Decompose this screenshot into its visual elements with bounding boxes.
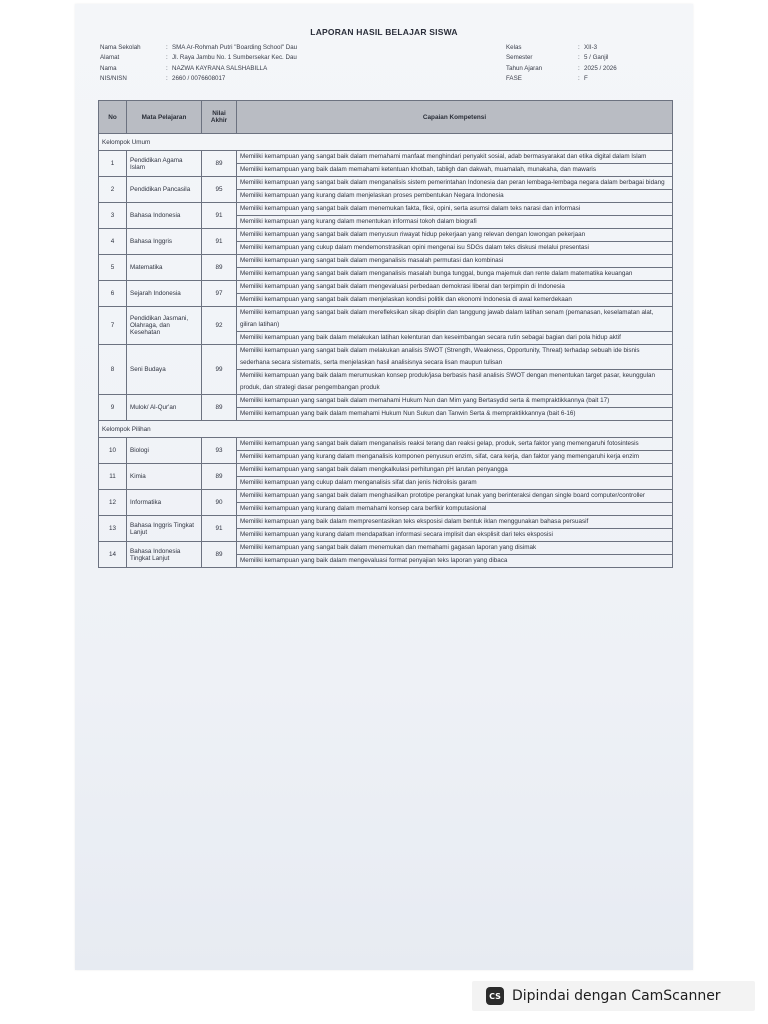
info-row [506, 74, 617, 84]
camscanner-text: Dipindai dengan CamScanner [512, 988, 721, 1004]
row-capaian: Memiliki kemampuan yang cukup dalam mendemonstrasikan opini mengenai isu SDGs dalam teks diskusi melalui presentasi [237, 242, 673, 255]
camscanner-badge [472, 981, 755, 1011]
info-row [506, 43, 617, 53]
info-colon: : [166, 44, 168, 51]
info-colon: : [578, 44, 580, 51]
info-label: Nama Sekolah [100, 44, 141, 51]
row-subject: Kimia [127, 464, 202, 490]
row-subject: Mulok/ Al-Qur'an [127, 395, 202, 421]
row-score: 92 [202, 307, 237, 345]
row-capaian: Memiliki kemampuan yang kurang dalam menentukan informasi tokoh dalam biografi [237, 216, 673, 229]
row-capaian: Memiliki kemampuan yang sangat baik dalam menyusun riwayat hidup pekerjaan yang relevan dengan lowongan pekerjaan [237, 229, 673, 242]
table-row [99, 229, 673, 242]
table-row [99, 395, 673, 408]
row-no: 13 [99, 516, 127, 542]
info-row [100, 64, 297, 74]
header-no: No [99, 101, 127, 134]
student-info-right [506, 43, 617, 85]
row-subject: Informatika [127, 490, 202, 516]
row-capaian: Memiliki kemampuan yang kurang dalam menjelaskan proses pembentukan Negara Indonesia [237, 190, 673, 203]
row-score: 97 [202, 281, 237, 307]
row-capaian: Memiliki kemampuan yang sangat baik dalam melakukan analisis SWOT (Strength, Weakness, Opportunity, Threat) terhadap sebuah ide bisnis sederhana secara sistematis, serta menjelaskan hasil analisisnya secara lisan maupun tulisan [237, 345, 673, 370]
row-no: 10 [99, 438, 127, 464]
row-subject: Pendidikan Jasmani, Olahraga, dan Kesehatan [127, 307, 202, 345]
header-mapel: Mata Pelajaran [127, 101, 202, 134]
info-value: Jl. Raya Jambu No. 1 Sumbersekar Kec. Dau [172, 54, 297, 62]
row-subject: Bahasa Indonesia [127, 203, 202, 229]
info-value: SMA Ar-Rohmah Putri "Boarding School" Dau [172, 44, 298, 51]
group-row [99, 134, 673, 151]
row-score: 90 [202, 490, 237, 516]
group-label: Kelompok Pilihan [99, 421, 673, 438]
info-colon: : [166, 54, 168, 62]
row-capaian: Memiliki kemampuan yang sangat baik dalam menganalisis masalah bunga tunggal, bunga majemuk dan rente dalam matematika keuangan [237, 268, 673, 281]
row-subject: Bahasa Indonesia Tingkat Lanjut [127, 542, 202, 568]
group-row [99, 421, 673, 438]
group-label: Kelompok Umum [99, 134, 673, 151]
row-capaian: Memiliki kemampuan yang sangat baik dalam menjelaskan kondisi politik dan ekonomi Indonesia di awal kemerdekaan [237, 294, 673, 307]
table-row [99, 490, 673, 503]
info-row [100, 53, 297, 63]
row-subject: Sejarah Indonesia [127, 281, 202, 307]
row-subject: Bahasa Inggris Tingkat Lanjut [127, 516, 202, 542]
table-row [99, 255, 673, 268]
row-no: 8 [99, 345, 127, 395]
info-row [506, 64, 617, 74]
info-colon: : [166, 75, 168, 83]
row-no: 9 [99, 395, 127, 421]
row-no: 6 [99, 281, 127, 307]
row-score: 91 [202, 229, 237, 255]
row-no: 7 [99, 307, 127, 345]
row-capaian: Memiliki kemampuan yang baik dalam melakukan latihan kelenturan dan keseimbangan secara rutin sebagai bagian dari pola hidup aktif [237, 332, 673, 345]
table-row [99, 151, 673, 164]
row-no: 3 [99, 203, 127, 229]
info-value: F [584, 75, 588, 83]
table-row [99, 516, 673, 529]
table-header-row [99, 101, 673, 134]
row-no: 14 [99, 542, 127, 568]
info-value: NAZWA KAYRANA SALSHABILLA [172, 64, 268, 72]
row-score: 91 [202, 203, 237, 229]
info-value: 5 / Ganjil [584, 54, 609, 62]
info-value: 2025 / 2026 [584, 64, 617, 72]
info-row [100, 43, 297, 53]
row-capaian: Memiliki kemampuan yang sangat baik dalam menganalisis sistem pemerintahan Indonesia dan peran lembaga-lembaga negara dalam berbagai bidang [237, 177, 673, 190]
info-value: XII-3 [584, 44, 598, 51]
student-info-left [100, 43, 297, 85]
info-colon: : [578, 54, 580, 62]
row-subject: Biologi [127, 438, 202, 464]
row-capaian: Memiliki kemampuan yang sangat baik dalam menghasilkan prototipe perangkat lunak yang berinteraksi dengan single board computer/controller [237, 490, 673, 503]
row-capaian: Memiliki kemampuan yang baik dalam memahami Hukum Nun Sukun dan Tanwin Serta & mempraktikkannya (bait 6-16) [237, 408, 673, 421]
info-label: Kelas [506, 44, 522, 51]
table-row [99, 177, 673, 190]
row-capaian: Memiliki kemampuan yang kurang dalam memahami konsep cara berfikir komputasional [237, 503, 673, 516]
row-no: 4 [99, 229, 127, 255]
row-score: 93 [202, 438, 237, 464]
row-capaian: Memiliki kemampuan yang baik dalam mengevaluasi format penyajian teks laporan yang dibaca [237, 555, 673, 568]
row-no: 11 [99, 464, 127, 490]
table-row [99, 203, 673, 216]
row-capaian: Memiliki kemampuan yang sangat baik dalam menganalisis reaksi terang dan reaksi gelap, produk, serta faktor yang memengaruhi fotosintesis [237, 438, 673, 451]
table-row [99, 438, 673, 451]
info-label: NIS/NISN [100, 75, 127, 83]
row-no: 5 [99, 255, 127, 281]
row-score: 89 [202, 255, 237, 281]
table-row [99, 345, 673, 370]
row-capaian: Memiliki kemampuan yang sangat baik dalam memahami manfaat menghindari penyakit sosial, adab bermasyarakat dan etika digital dalam Islam [237, 151, 673, 164]
row-capaian: Memiliki kemampuan yang baik dalam memahami ketentuan khotbah, tabligh dan dakwah, muamalah, munakaha, dan mawaris [237, 164, 673, 177]
row-score: 99 [202, 345, 237, 395]
report-table [98, 100, 673, 568]
row-capaian: Memiliki kemampuan yang kurang dalam menganalisis komponen penyusun enzim, sifat, cara kerja, dan faktor yang memengaruhi kerja enzim [237, 451, 673, 464]
row-capaian: Memiliki kemampuan yang sangat baik dalam mengevaluasi perbedaan demokrasi liberal dan terpimpin di Indonesia [237, 281, 673, 294]
table-row [99, 281, 673, 294]
table-row [99, 307, 673, 332]
info-colon: : [578, 64, 580, 72]
row-capaian: Memiliki kemampuan yang sangat baik dalam menganalisis masalah permutasi dan kombinasi [237, 255, 673, 268]
row-capaian: Memiliki kemampuan yang sangat baik dalam mengkalkulasi perhitungan pH larutan penyangga [237, 464, 673, 477]
info-label: Semester [506, 54, 533, 62]
row-capaian: Memiliki kemampuan yang sangat baik dalam menemukan fakta, fiksi, opini, serta asumsi dalam teks narasi dan informasi [237, 203, 673, 216]
camscanner-icon: CS [486, 987, 504, 1005]
row-no: 2 [99, 177, 127, 203]
row-capaian: Memiliki kemampuan yang baik dalam mempresentasikan teks eksposisi dalam bentuk iklan menggunakan bahasa persuasif [237, 516, 673, 529]
row-score: 89 [202, 151, 237, 177]
header-nilai: Nilai Akhir [202, 101, 237, 134]
row-capaian: Memiliki kemampuan yang baik dalam merumuskan konsep produk/jasa berbasis hasil analisis SWOT dengan menentukan target pasar, keunggulan produk, dan strategi dasar pengembangan produk [237, 370, 673, 395]
row-score: 95 [202, 177, 237, 203]
info-label: Nama [100, 64, 117, 72]
row-subject: Matematika [127, 255, 202, 281]
info-row [100, 74, 297, 84]
info-colon: : [578, 75, 580, 83]
row-capaian: Memiliki kemampuan yang cukup dalam menganalisis sifat dan jenis hidrolisis garam [237, 477, 673, 490]
info-row [506, 53, 617, 63]
report-title: LAPORAN HASIL BELAJAR SISWA [310, 27, 458, 37]
info-colon: : [166, 64, 168, 72]
row-no: 1 [99, 151, 127, 177]
row-score: 89 [202, 542, 237, 568]
info-label: Alamat [100, 54, 120, 62]
info-label: FASE [506, 75, 522, 83]
header-capaian: Capaian Kompetensi [237, 101, 673, 134]
row-subject: Pendidikan Pancasila [127, 177, 202, 203]
row-subject: Pendidikan Agama Islam [127, 151, 202, 177]
row-capaian: Memiliki kemampuan yang sangat baik dalam merefleksikan sikap disiplin dan tanggung jawab dalam latihan senam (pemanasan, keselamatan alat, giliran latihan) [237, 307, 673, 332]
row-capaian: Memiliki kemampuan yang kurang dalam mendapatkan informasi secara implisit dan eksplisit dari teks eksposisi [237, 529, 673, 542]
row-score: 91 [202, 516, 237, 542]
row-capaian: Memiliki kemampuan yang sangat baik dalam menemukan dan memahami gagasan laporan yang disimak [237, 542, 673, 555]
row-capaian: Memiliki kemampuan yang sangat baik dalam memahami Hukum Nun dan Mim yang Bertasydid serta & mempraktikkannya (bait 17) [237, 395, 673, 408]
row-subject: Bahasa Inggris [127, 229, 202, 255]
row-score: 89 [202, 464, 237, 490]
table-row [99, 542, 673, 555]
row-no: 12 [99, 490, 127, 516]
table-row [99, 464, 673, 477]
info-label: Tahun Ajaran [506, 64, 543, 72]
info-value: 2660 / 0076608017 [172, 75, 226, 83]
row-score: 89 [202, 395, 237, 421]
row-subject: Seni Budaya [127, 345, 202, 395]
